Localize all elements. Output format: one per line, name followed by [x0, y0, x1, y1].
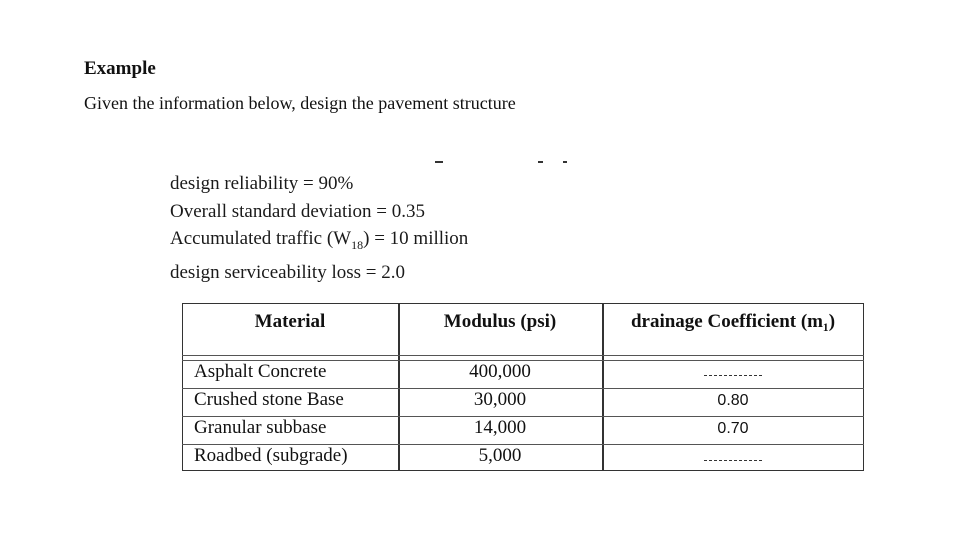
param-serviceability: design serviceability loss = 2.0 [170, 262, 405, 284]
param-traffic-suffix: ) = 10 million [363, 228, 469, 249]
cell-material: Crushed stone Base [194, 389, 344, 410]
param-traffic [170, 225, 468, 259]
param-reliability: design reliability = 90% [170, 173, 354, 194]
param-std-deviation: Overall standard deviation = 0.35 [170, 200, 426, 222]
param-traffic-subscript: 18 [351, 237, 364, 252]
cell-material: Roadbed (subgrade) [194, 445, 348, 466]
cell-modulus: 14,000 [473, 417, 527, 438]
header-modulus: Modulus (psi) [443, 311, 557, 332]
param-traffic-prefix: Accumulated traffic (W [170, 228, 352, 249]
cell-drainage: 0.80 [717, 392, 749, 409]
cell-modulus: 30,000 [473, 389, 527, 410]
empty-value-dashes [704, 460, 762, 461]
cell-drainage: 0.70 [717, 420, 749, 437]
header-material: Material [254, 311, 326, 332]
intro-text: Given the information below, design the pavement structure [84, 93, 516, 113]
row-rule [182, 355, 864, 356]
header-drainage: drainage Coefficient (m₁) [630, 311, 836, 332]
example-heading: Example [84, 58, 156, 79]
design-parameters [170, 170, 468, 287]
cell-material: Granular subbase [194, 417, 327, 438]
empty-value-dashes [704, 375, 762, 376]
cell-modulus: 5,000 [478, 445, 522, 466]
cell-modulus: 400,000 [469, 361, 531, 382]
cell-material: Asphalt Concrete [194, 361, 327, 382]
stray-marks [435, 155, 585, 167]
materials-table [182, 303, 864, 471]
